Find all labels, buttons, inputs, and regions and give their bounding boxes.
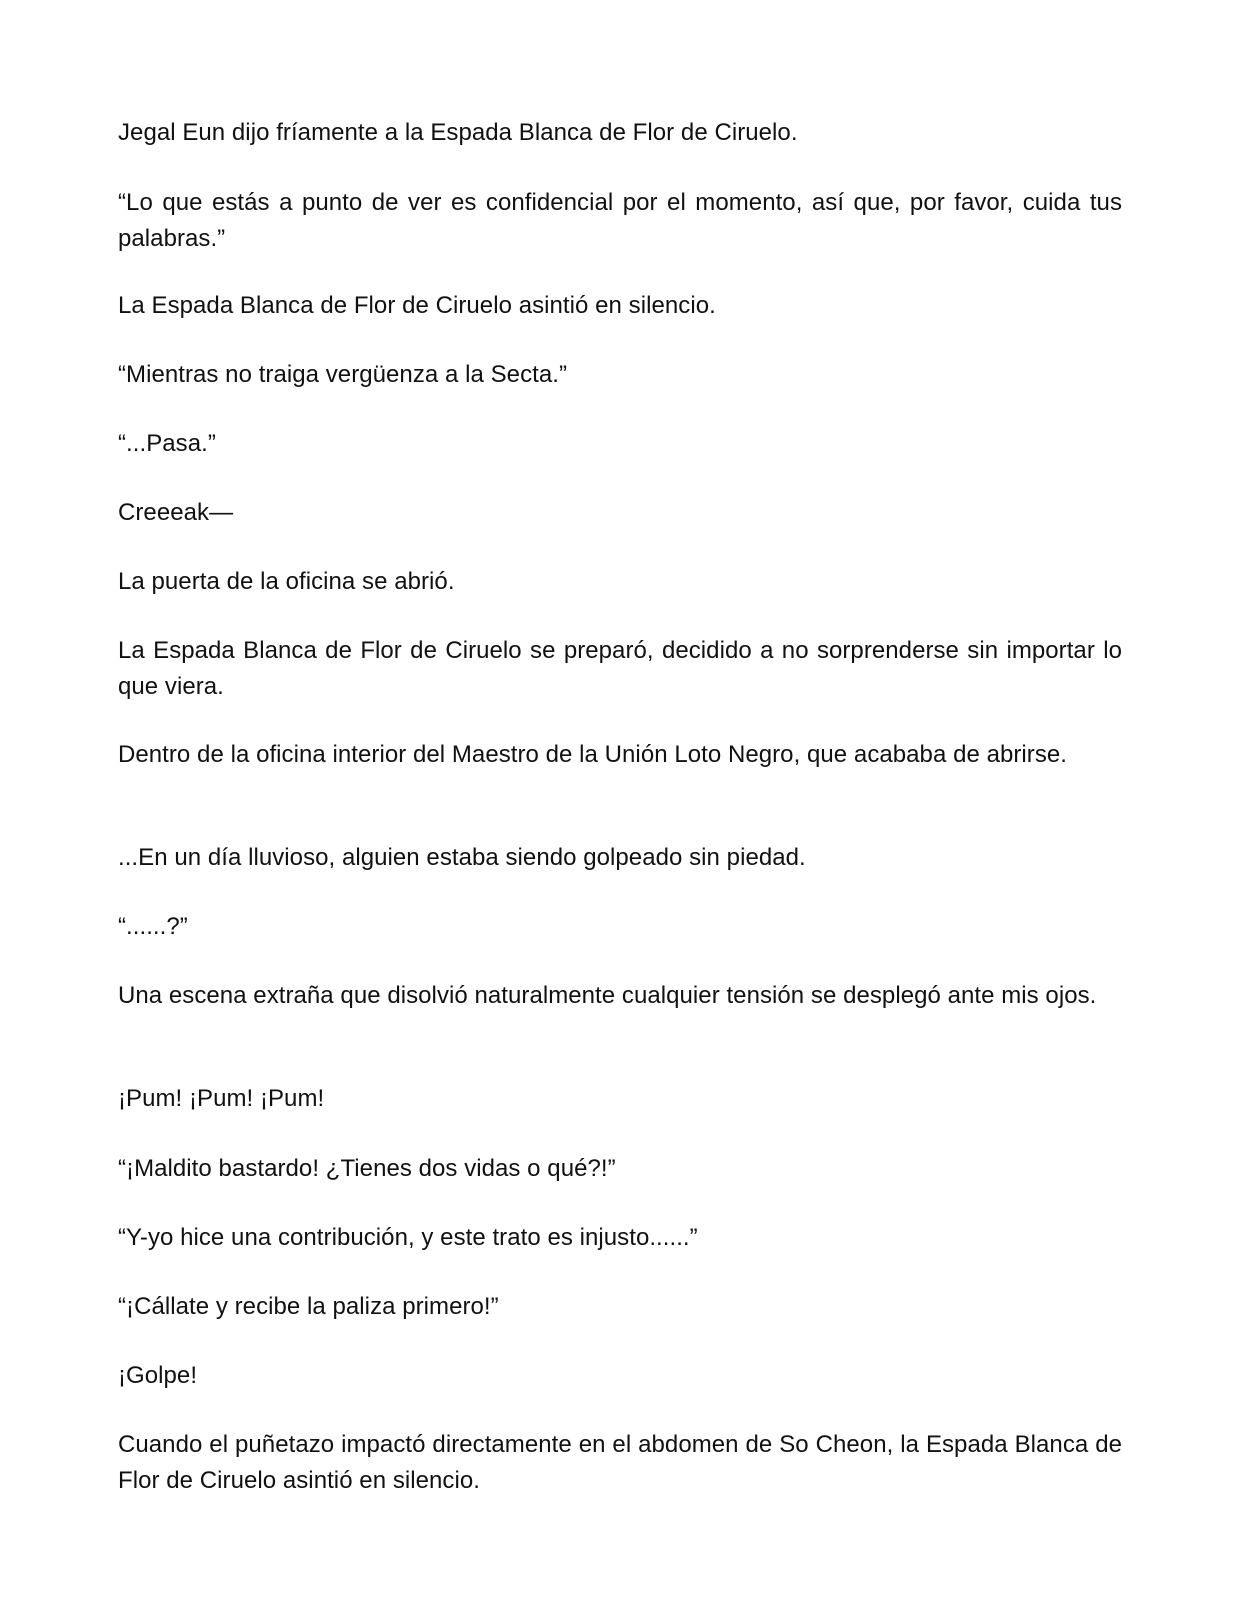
paragraph: “Mientras no traiga vergüenza a la Secta.” <box>118 361 567 388</box>
paragraph: Una escena extraña que disolvió naturalmente cualquier tensión se desplegó ante mis ojos. <box>118 982 1097 1009</box>
paragraph: “Lo que estás a punto de ver es confidencial por el momento, así que, por favor, cuida tus palabras.” <box>118 189 1122 252</box>
paragraph: La Espada Blanca de Flor de Ciruelo se preparó, decidido a no sorprenderse sin importar lo que viera. <box>118 637 1122 700</box>
paragraph: La puerta de la oficina se abrió. <box>118 568 455 595</box>
paragraph: Cuando el puñetazo impactó directamente en el abdomen de So Cheon, la Espada Blanca de Flor de Ciruelo asintió en silencio. <box>118 1431 1122 1494</box>
paragraph: “¡Cállate y recibe la paliza primero!” <box>118 1293 499 1320</box>
paragraph: “Y-yo hice una contribución, y este trato es injusto......” <box>118 1224 698 1251</box>
paragraph: La Espada Blanca de Flor de Ciruelo asintió en silencio. <box>118 292 716 319</box>
paragraph: “¡Maldito bastardo! ¿Tienes dos vidas o qué?!” <box>118 1155 616 1182</box>
paragraph: Dentro de la oficina interior del Maestro de la Unión Loto Negro, que acababa de abrirse. <box>118 741 1068 768</box>
paragraph: ¡Pum! ¡Pum! ¡Pum! <box>118 1085 325 1112</box>
paragraph: Jegal Eun dijo fríamente a la Espada Blanca de Flor de Ciruelo. <box>118 119 798 146</box>
paragraph: “...Pasa.” <box>118 430 216 457</box>
paragraph: ...En un día lluvioso, alguien estaba siendo golpeado sin piedad. <box>118 844 806 871</box>
paragraph: “......?” <box>118 913 188 940</box>
paragraph: ¡Golpe! <box>118 1362 198 1389</box>
paragraph: Creeeak— <box>118 499 234 526</box>
